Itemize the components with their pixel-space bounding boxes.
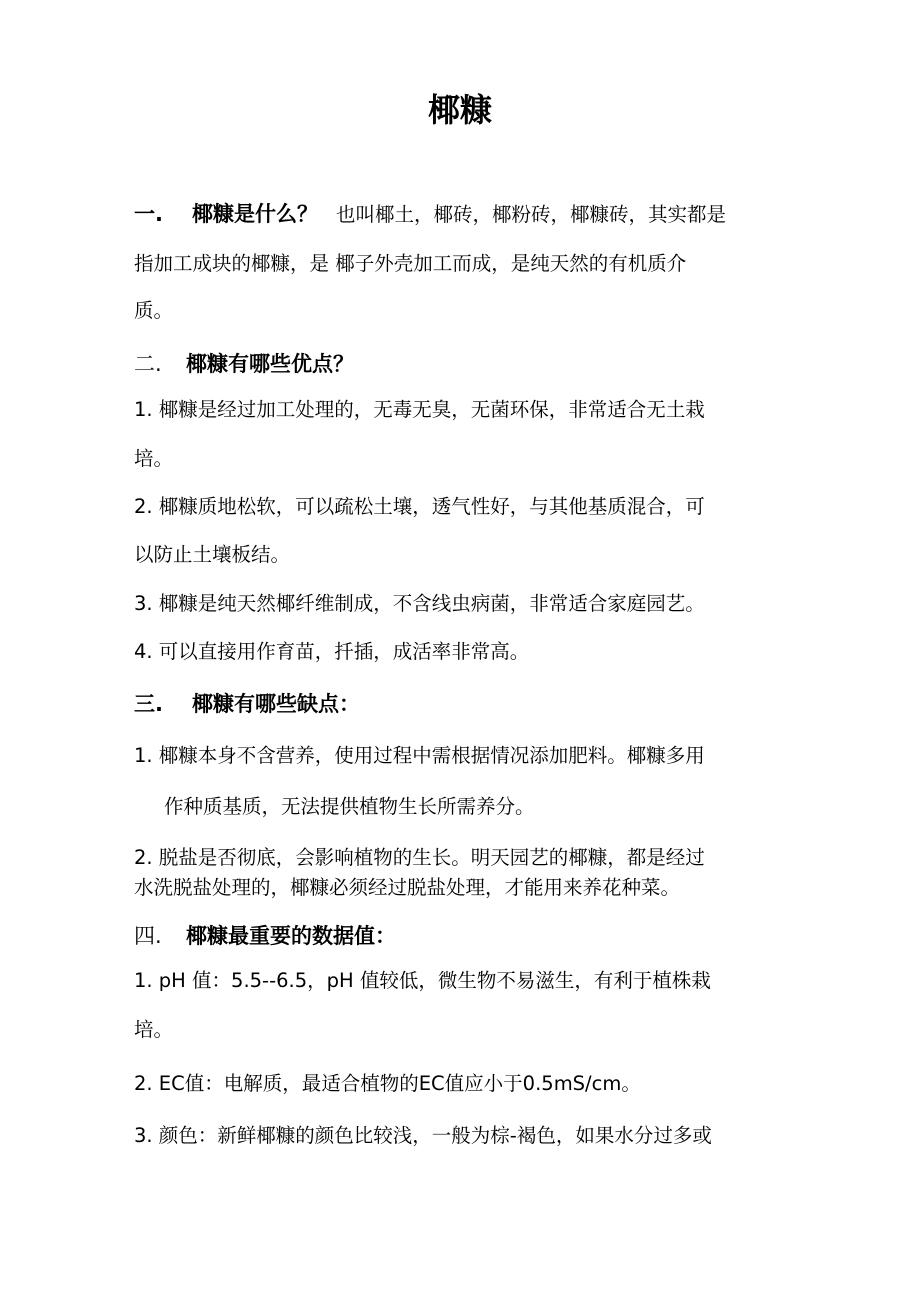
section-4-heading: 椰糠最重要的数据值： — [186, 924, 396, 948]
section-1-line-3: 质。 — [134, 299, 174, 322]
section-2-heading: 椰糠有哪些优点？ — [186, 352, 354, 376]
section-4-item-2: 2. EC值：电解质，最适合植物的EC值应小于0.5mS/cm。 — [134, 1072, 641, 1095]
section-2-item-2-cont: 以防止土壤板结。 — [134, 543, 291, 566]
section-3-item-2-cont: 水洗脱盐处理的，椰糠必须经过脱盐处理，才能用来养花种菜。 — [134, 876, 681, 899]
section-1-number: 一. — [134, 202, 163, 226]
section-2-item-1: 1. 椰糠是经过加工处理的，无毒无臭，无菌环保，非常适合无土栽 — [134, 398, 705, 421]
section-3-heading: 椰糠有哪些缺点： — [192, 692, 360, 716]
section-2-heading-line — [134, 351, 354, 377]
page-title: 椰糠 — [427, 91, 492, 129]
section-2-item-3: 3. 椰糠是纯天然椰纤维制成，不含线虫病菌，非常适合家庭园艺。 — [134, 592, 705, 615]
section-4-item-3: 3. 颜色：新鲜椰糠的颜色比较浅，一般为棕-褐色，如果水分过多或 — [134, 1124, 712, 1147]
section-2-number: 二. — [134, 352, 162, 376]
section-4-number: 四. — [134, 924, 162, 948]
section-3-heading-line — [134, 691, 360, 717]
section-2-item-1-cont: 培。 — [134, 447, 174, 470]
section-4-item-1-cont: 培。 — [134, 1018, 174, 1041]
section-2-item-2: 2. 椰糠质地松软，可以疏松土壤，透气性好，与其他基质混合，可 — [134, 495, 705, 518]
section-1-line-2: 指加工成块的椰糠，是 椰子外壳加工而成，是纯天然的有机质介 — [134, 252, 687, 275]
section-3-item-1-cont: 作种质基质，无法提供植物生长所需养分。 — [164, 795, 535, 818]
section-3-number: 三. — [134, 692, 163, 716]
section-2-item-4: 4. 可以直接用作育苗，扦插，成活率非常高。 — [134, 640, 530, 663]
section-1-heading: 椰糠是什么？ — [192, 202, 318, 226]
section-3-item-2: 2. 脱盐是否彻底，会影响植物的生长。明天园艺的椰糠，都是经过 — [134, 846, 705, 869]
section-3-item-1: 1. 椰糠本身不含营养，使用过程中需根据情况添加肥料。椰糠多用 — [134, 744, 705, 767]
section-4-heading-line — [134, 923, 396, 949]
section-4-item-1: 1. pH 值：5.5--6.5，pH 值较低，微生物不易滋生，有利于植株栽 — [134, 969, 711, 992]
section-1-text: 也叫椰土，椰砖，椰粉砖，椰糠砖，其实都是 — [336, 203, 727, 226]
section-1-line-1 — [134, 201, 726, 228]
